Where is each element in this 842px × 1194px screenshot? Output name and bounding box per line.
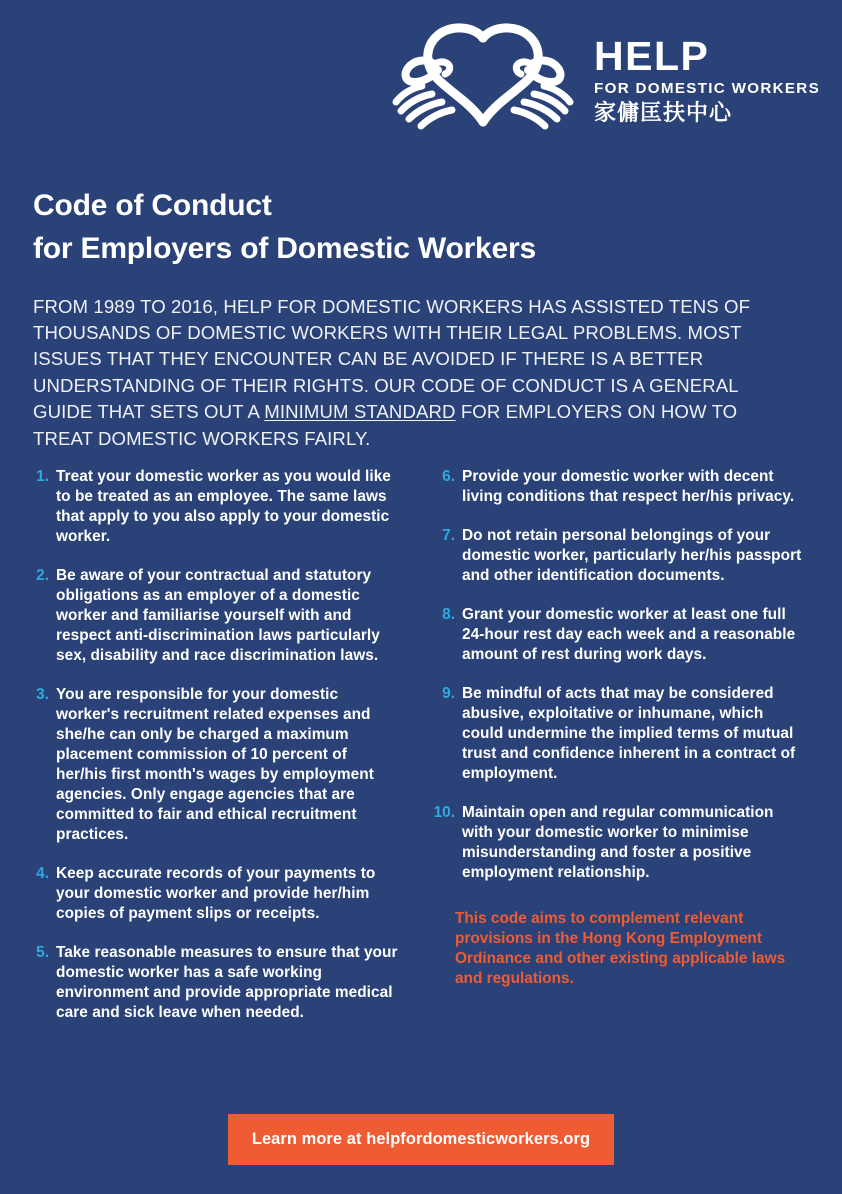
list-item-text: Be mindful of acts that may be considered abusive, exploitative or inhumane, which could undermine the implied terms of mutual trust and confidence inherent in a contract of employment. (462, 685, 796, 782)
list-item-number: 5. (36, 944, 49, 961)
list-item (429, 684, 802, 784)
learn-more-button[interactable] (228, 1114, 614, 1165)
list-item-number: 4. (36, 865, 49, 882)
intro-underlined-term: MINIMUM STANDARD (264, 401, 456, 423)
page-title-line-2: for Employers of Domestic Workers (33, 231, 536, 265)
code-of-conduct-list (0, 467, 842, 1042)
intro-paragraph (33, 294, 773, 452)
rules-column-left (0, 467, 404, 1042)
page-title (33, 185, 733, 270)
page-title-line-1: Code of Conduct (33, 189, 272, 223)
list-item (429, 803, 802, 883)
list-item-number: 8. (442, 606, 455, 623)
list-item-number: 2. (36, 567, 49, 584)
list-item (33, 566, 398, 666)
list-item (429, 526, 802, 586)
list-item-text: Keep accurate records of your payments to your domestic worker and provide her/him copies of payment slips or receipts. (56, 865, 376, 922)
list-item (33, 864, 398, 924)
brand-header (388, 22, 820, 134)
list-item-number: 3. (36, 686, 49, 703)
list-item-number: 9. (442, 685, 455, 702)
brand-name-chinese: 家傭匡扶中心 (594, 101, 733, 127)
wings-dove-logo-icon (388, 22, 578, 134)
list-item-text: Maintain open and regular communication with your domestic worker to minimise misunderstanding and foster a positive employment relationship. (462, 804, 774, 881)
list-item (33, 943, 398, 1023)
legal-note: This code aims to complement relevant provisions in the Hong Kong Employment Ordinance and other existing applicable laws and regulations. (455, 910, 786, 987)
brand-name: HELP (594, 33, 710, 79)
list-item-text: Provide your domestic worker with decent living conditions that respect her/his privacy. (462, 468, 795, 505)
list-item-number: 6. (442, 468, 455, 485)
list-item (429, 467, 802, 507)
list-item (33, 467, 398, 547)
list-item-number: 7. (442, 527, 455, 544)
intro-text-before: FROM 1989 TO 2016, HELP FOR DOMESTIC WORKERS HAS ASSISTED TENS OF THOUSANDS OF DOMESTIC WORKERS WITH THEIR LEGAL PROBLEMS. MOST ISSUES THAT THEY ENCOUNTER CAN BE AVOIDED IF THERE IS A BETTER UNDERSTANDING OF THEIR RIGHTS. OUR CODE OF CONDUCT IS A GENERAL GUIDE THAT SETS OUT A (33, 295, 751, 423)
list-item-number: 10. (433, 804, 455, 821)
learn-more-button-label: Learn more at helpfordomesticworkers.org (251, 1130, 591, 1148)
list-item-text: Grant your domestic worker at least one full 24-hour rest day each week and a reasonable amount of rest during work days. (462, 606, 796, 663)
list-item-text: You are responsible for your domestic worker's recruitment related expenses and she/he can only be charged a maximum placement commission of 10 percent of her/his first month's wages by employment agencies. Only engage agencies that are committed to fair and ethical recruitment practices. (56, 686, 374, 843)
brand-tagline: FOR DOMESTIC WORKERS (594, 80, 820, 98)
list-item (33, 685, 398, 845)
list-item-text: Do not retain personal belongings of your domestic worker, particularly her/his passport and other identification documents. (462, 527, 802, 584)
rules-column-right (404, 467, 842, 1042)
brand-wordmark (594, 22, 820, 128)
list-item-text: Treat your domestic worker as you would like to be treated as an employee. The same laws that apply to you also apply to your domestic worker. (56, 468, 391, 545)
intro-text-after: FOR EMPLOYERS ON HOW TO TREAT DOMESTIC WORKERS FAIRLY. (33, 401, 738, 449)
list-item (429, 605, 802, 665)
list-item-text: Take reasonable measures to ensure that your domestic worker has a safe working environment and provide appropriate medical care and sick leave when needed. (56, 944, 398, 1021)
list-item-text: Be aware of your contractual and statutory obligations as an employer of a domestic worker and familiarise yourself with and respect anti-discrimination laws particularly sex, disability and race discrimination laws. (56, 567, 380, 664)
list-item-number: 1. (36, 468, 49, 485)
